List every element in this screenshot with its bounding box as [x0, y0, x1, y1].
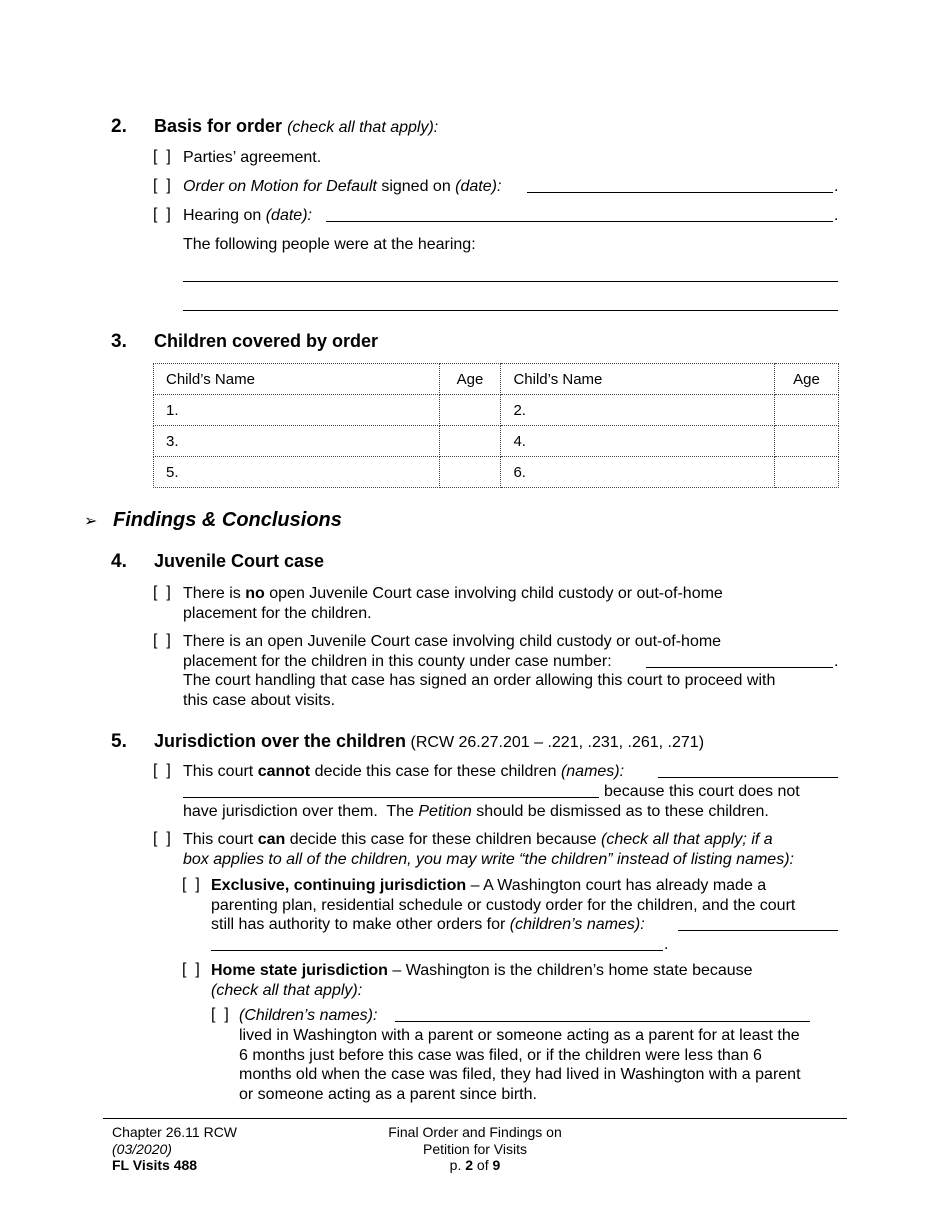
exclusive-names-field-1[interactable] — [678, 930, 838, 931]
table-row — [154, 426, 839, 457]
child-name-cell[interactable]: 5. — [154, 457, 440, 488]
hearing-people-field-1[interactable] — [183, 281, 838, 282]
default-order-italic: Order on Motion for Default — [183, 178, 377, 195]
section-2-title: Basis for order — [154, 116, 283, 136]
footer-form-id: FL Visits 488 — [112, 1157, 198, 1173]
child-age-cell[interactable] — [775, 395, 839, 426]
child-age-cell[interactable] — [439, 426, 501, 457]
period: . — [664, 936, 669, 953]
checkbox-home-state[interactable]: [ ] — [182, 961, 200, 978]
home-state-line1: – Washington is the children’s home state because — [387, 962, 753, 979]
table-header: Child’s Name — [154, 364, 440, 395]
checkbox-open-juvenile-case[interactable]: [ ] — [153, 632, 171, 649]
open-case-line1: There is an open Juvenile Court case involving child custody or out-of-home — [183, 633, 722, 650]
open-case-line2: placement for the children in this county under case number: — [183, 652, 612, 670]
checkbox-parties-agreement[interactable]: [ ] — [153, 148, 171, 165]
section-3-title: Children covered by order — [154, 331, 379, 351]
option-no-juvenile-case — [183, 584, 723, 623]
section-4-number: 4. — [111, 551, 127, 572]
child-name-cell[interactable]: 1. — [154, 395, 440, 426]
names-line4: or someone acting as a parent since birth. — [239, 1085, 537, 1103]
footer-left — [112, 1124, 237, 1174]
section-2-note: (check all that apply): — [287, 119, 439, 136]
home-state-line2: (check all that apply): — [211, 981, 363, 999]
no-case-bold: no — [245, 585, 265, 602]
section-2-number: 2. — [111, 116, 127, 137]
hearing-people-field-2[interactable] — [183, 310, 838, 311]
table-header: Age — [439, 364, 501, 395]
checkbox-no-juvenile-case[interactable]: [ ] — [153, 584, 171, 601]
cannot-names-field-2[interactable] — [183, 797, 599, 798]
option-court-can — [183, 830, 794, 869]
exclusive-names-field-2[interactable] — [211, 950, 663, 951]
no-case-text-c: open Juvenile Court case involving child custody or out-of-home — [264, 585, 723, 602]
page-of: of — [473, 1157, 493, 1173]
children-names-label: (Children’s names): — [239, 1007, 378, 1024]
checkbox-hearing[interactable]: [ ] — [153, 206, 171, 223]
names-line3: months old when the case was filed, they had lived in Washington with a parent — [239, 1066, 801, 1084]
table-row — [154, 395, 839, 426]
home-state-title: Home state jurisdiction — [211, 962, 388, 979]
option-open-juvenile-case — [183, 632, 775, 710]
section-2-heading — [154, 116, 438, 137]
cannot-bold: cannot — [257, 763, 311, 780]
child-age-cell[interactable] — [439, 395, 501, 426]
child-name-cell[interactable]: 2. — [501, 395, 775, 426]
period: . — [834, 653, 839, 670]
can-text-d: (check all that apply; if a — [601, 831, 773, 848]
cannot-because-text: because this court does not — [604, 783, 800, 800]
table-row — [154, 457, 839, 488]
section-5-title: Jurisdiction over the children — [154, 731, 407, 751]
exclusive-names-label: (children’s names): — [509, 916, 645, 934]
option-parties-agreement: Parties’ agreement. — [183, 149, 322, 166]
findings-title: Findings & Conclusions — [113, 509, 342, 531]
children-names-text — [239, 1026, 801, 1104]
can-text-c: decide this case for these children because — [285, 831, 602, 848]
cannot-names-label: (names): — [560, 763, 625, 780]
cannot-text-a: This court — [183, 763, 258, 780]
table-header: Child’s Name — [501, 364, 775, 395]
children-names-field[interactable] — [395, 1021, 810, 1022]
names-line1: lived in Washington with a parent or someone acting as a parent for at least the — [239, 1027, 800, 1044]
case-number-field[interactable] — [646, 667, 833, 668]
cannot-text-c: decide this case for these children — [310, 763, 561, 780]
section-3-number: 3. — [111, 331, 127, 352]
footer-center — [325, 1124, 625, 1174]
hearing-date-field[interactable] — [326, 221, 833, 222]
child-name-cell[interactable]: 3. — [154, 426, 440, 457]
period: . — [834, 207, 839, 224]
exclusive-line2: parenting plan, residential schedule or custody order for the children, and the court — [211, 896, 796, 914]
open-case-line4: this case about visits. — [183, 691, 336, 709]
cannot-line3-petition: Petition — [418, 803, 472, 820]
table-header: Age — [775, 364, 839, 395]
cannot-line3-c: should be dismissed as to these children. — [471, 803, 769, 820]
hearing-people-label: The following people were at the hearing: — [183, 236, 476, 253]
checkbox-default-order[interactable]: [ ] — [153, 177, 171, 194]
hearing-text: Hearing on — [183, 207, 266, 224]
arrow-bullet-icon: ➢ — [84, 513, 98, 530]
children-table — [153, 363, 839, 488]
section-4-title: Juvenile Court case — [154, 551, 325, 571]
cannot-line3-a: have jurisdiction over them. The — [183, 803, 419, 820]
open-case-line3: The court handling that case has signed an order allowing this court to proceed with — [183, 672, 776, 690]
cannot-names-field-1[interactable] — [658, 777, 838, 778]
hearing-date-label: (date): — [265, 207, 312, 224]
child-age-cell[interactable] — [775, 457, 839, 488]
section-5-statute: (RCW 26.27.201 – .221, .231, .261, .271) — [406, 734, 705, 751]
child-name-cell[interactable]: 4. — [501, 426, 775, 457]
option-default-order — [183, 177, 501, 197]
default-order-date-field[interactable] — [527, 192, 833, 193]
section-5-number: 5. — [111, 731, 127, 752]
footer-chapter: Chapter 26.11 RCW — [112, 1124, 238, 1140]
can-bold: can — [257, 831, 286, 848]
footer-date: (03/2020) — [112, 1140, 172, 1157]
section-5-heading — [154, 731, 704, 752]
checkbox-court-cannot[interactable]: [ ] — [153, 762, 171, 779]
table-header-row — [154, 364, 839, 395]
default-order-date-label: (date): — [455, 178, 502, 195]
child-age-cell[interactable] — [439, 457, 501, 488]
checkbox-children-names[interactable]: [ ] — [211, 1006, 229, 1023]
footer-doc-title: Final Order and Findings on — [388, 1124, 562, 1140]
footer-doc-subtitle: Petition for Visits — [422, 1140, 527, 1157]
option-court-cannot-line3 — [183, 802, 769, 822]
option-hearing — [183, 206, 312, 226]
child-name-cell[interactable]: 6. — [501, 457, 775, 488]
page-prefix: p. — [449, 1157, 466, 1173]
footer-divider — [103, 1118, 847, 1119]
option-court-cannot-line1 — [183, 762, 624, 782]
can-text-a: This court — [183, 831, 258, 848]
page-total: 9 — [492, 1157, 501, 1173]
option-home-state — [211, 961, 753, 1000]
option-exclusive-jurisdiction — [211, 876, 795, 935]
default-order-text: signed on — [376, 178, 456, 195]
exclusive-line1: – A Washington court has already made a — [466, 877, 767, 894]
exclusive-title: Exclusive, continuing jurisdiction — [211, 877, 467, 894]
no-case-line2: placement for the children. — [183, 604, 372, 622]
checkbox-court-can[interactable]: [ ] — [153, 830, 171, 847]
child-age-cell[interactable] — [775, 426, 839, 457]
page-current: 2 — [465, 1157, 474, 1173]
names-line2: 6 months just before this case was filed, or if the children were less than 6 — [239, 1046, 762, 1064]
period: . — [834, 178, 839, 195]
checkbox-exclusive-jurisdiction[interactable]: [ ] — [182, 876, 200, 893]
no-case-text-a: There is — [183, 585, 246, 602]
exclusive-line3-a: still has authority to make other orders for — [211, 916, 510, 934]
footer-page-number — [325, 1157, 625, 1174]
can-line2: box applies to all of the children, you may write “the children” instead of listing names): — [183, 850, 794, 868]
